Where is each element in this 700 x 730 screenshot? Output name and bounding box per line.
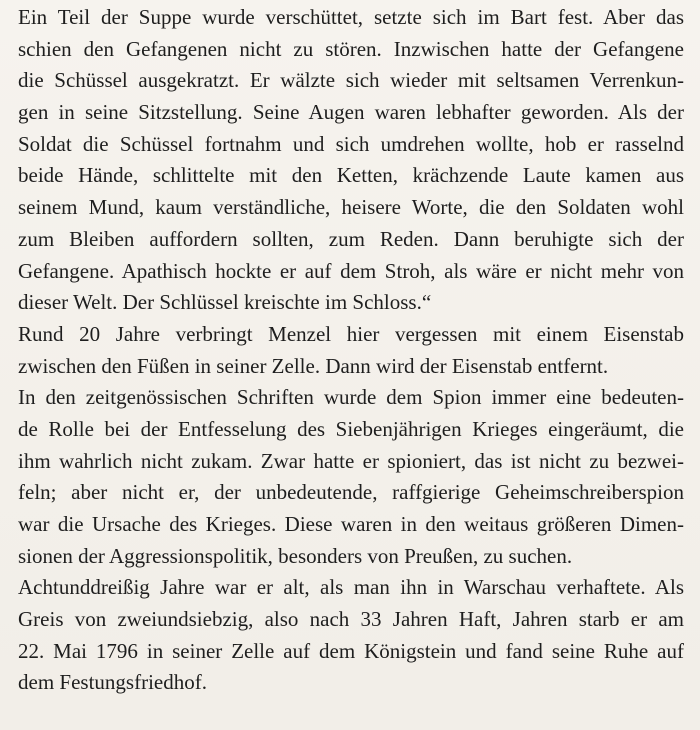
text-line: feln; aber nicht er, der unbedeutende, raffgierige Geheimschreiberspion [18, 480, 684, 505]
text-line: schien den Gefangenen nicht zu stören. Inzwischen hatte der Gefangene [18, 36, 684, 61]
text-line: de Rolle bei der Entfesselung des Siebenjährigen Krieges eingeräumt, die [18, 416, 684, 441]
paragraph-2 [18, 319, 684, 382]
text-line: 22. Mai 1796 in seiner Zelle auf dem Königstein und fand seine Ruhe auf [18, 638, 684, 663]
text-line: Ein Teil der Suppe wurde verschüttet, setzte sich im Bart fest. Aber das [18, 5, 684, 29]
text-line: die Schüssel ausgekratzt. Er wälzte sich wieder mit seltsamen Verrenkun- [18, 68, 684, 93]
text-line: gen in seine Sitzstellung. Seine Augen waren lebhafter geworden. Als der [18, 100, 684, 125]
text-line: dieser Welt. Der Schlüssel kreischte im Schloss.“ [18, 290, 432, 315]
text-line: war die Ursache des Krieges. Diese waren in den weitaus größeren Dimen- [18, 512, 684, 536]
text-line: zwischen den Füßen in seiner Zelle. Dann wird der Eisenstab entfernt. [18, 353, 609, 378]
paragraph-4 [18, 572, 684, 699]
text-line: Gefangene. Apathisch hockte er auf dem Stroh, als wäre er nicht mehr von [18, 258, 684, 283]
text-line: sionen der Aggressionspolitik, besonders von Preußen, zu suchen. [18, 543, 573, 568]
text-line: zum Bleiben auffordern sollten, zum Reden. Dann beruhigte sich der [18, 226, 684, 251]
text-line: In den zeitgenössischen Schriften wurde dem Spion immer eine bedeuten- [18, 385, 684, 410]
text-line: Achtunddreißig Jahre war er alt, als man ihn in Warschau verhaftete. Als [18, 575, 684, 600]
text-line: ihm wahrlich nicht zukam. Zwar hatte er spioniert, das ist nicht zu bezwei- [18, 448, 684, 473]
text-line: Rund 20 Jahre verbringt Menzel hier vergessen mit einem Eisenstab [18, 321, 684, 346]
paragraph-1 [18, 2, 684, 319]
text-line: Soldat die Schüssel fortnahm und sich umdrehen wollte, hob er rasselnd [18, 131, 684, 156]
body-text [18, 2, 684, 699]
text-line: seinem Mund, kaum verständliche, heisere Worte, die den Soldaten wohl [18, 195, 684, 220]
text-line: Greis von zweiundsiebzig, also nach 33 Jahren Haft, Jahren starb er am [18, 607, 684, 632]
text-line: beide Hände, schlittelte mit den Ketten, krächzende Laute kamen aus [18, 163, 684, 188]
text-line: dem Festungsfriedhof. [18, 670, 207, 695]
paragraph-3 [18, 382, 684, 572]
